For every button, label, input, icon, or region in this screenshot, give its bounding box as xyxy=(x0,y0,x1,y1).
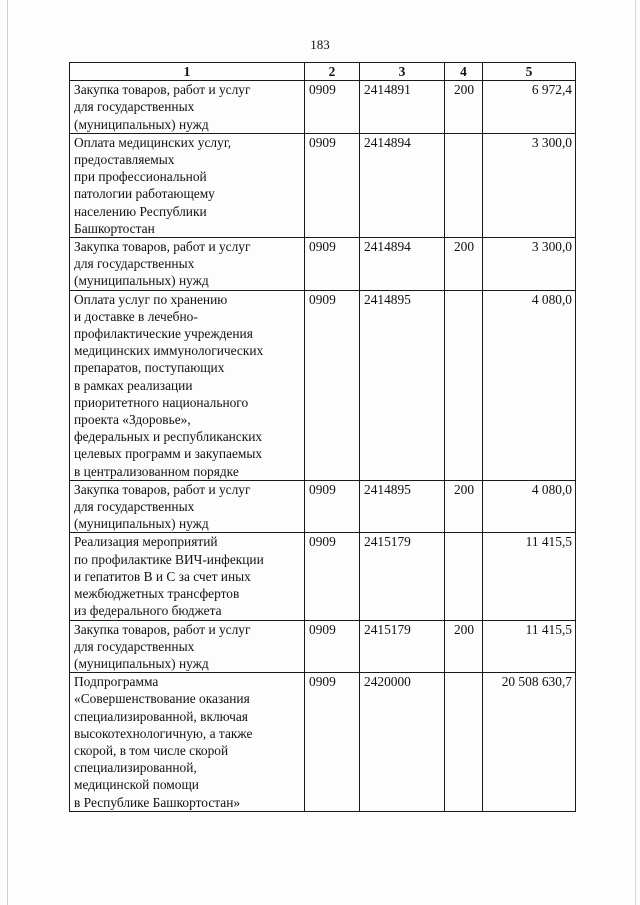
row-target-code: 2414891 xyxy=(360,81,445,134)
row-name: Оплата медицинских услуг, предоставляемых при профессиональной патологии работающему населению Республики Башкортостан xyxy=(70,133,305,237)
row-section-code: 0909 xyxy=(305,133,360,237)
row-expense-type: 200 xyxy=(445,238,483,291)
row-amount: 4 080,0 xyxy=(483,480,576,533)
row-name: Оплата услуг по хранению и доставке в лечебно- профилактические учреждения медицинских иммунологических препаратов, поступающих в рамках реализации приоритетного национального проекта «Здоровье», федеральных и республиканских целевых программ и закупаемых в централизованном порядке xyxy=(70,290,305,480)
row-target-code: 2414894 xyxy=(360,133,445,237)
row-target-code: 2420000 xyxy=(360,673,445,812)
row-section-code: 0909 xyxy=(305,673,360,812)
row-section-code: 0909 xyxy=(305,480,360,533)
row-expense-type: 200 xyxy=(445,620,483,673)
row-expense-type: 200 xyxy=(445,480,483,533)
table-row xyxy=(70,480,576,533)
row-section-code: 0909 xyxy=(305,533,360,620)
row-amount: 11 415,5 xyxy=(483,533,576,620)
row-section-code: 0909 xyxy=(305,81,360,134)
header-col-5: 5 xyxy=(483,63,576,81)
row-section-code: 0909 xyxy=(305,238,360,291)
table-row xyxy=(70,81,576,134)
table-row xyxy=(70,238,576,291)
row-expense-type xyxy=(445,673,483,812)
table-row xyxy=(70,133,576,237)
row-section-code: 0909 xyxy=(305,290,360,480)
row-amount: 20 508 630,7 xyxy=(483,673,576,812)
row-expense-type xyxy=(445,533,483,620)
table-row xyxy=(70,673,576,812)
table-row xyxy=(70,620,576,673)
row-name: Закупка товаров, работ и услуг для государственных (муниципальных) нужд xyxy=(70,81,305,134)
header-col-2: 2 xyxy=(305,63,360,81)
row-target-code: 2414895 xyxy=(360,480,445,533)
row-name: Реализация мероприятий по профилактике ВИЧ-инфекции и гепатитов В и С за счет иных межбюджетных трансфертов из федерального бюджета xyxy=(70,533,305,620)
row-expense-type: 200 xyxy=(445,81,483,134)
header-col-1: 1 xyxy=(70,63,305,81)
budget-table xyxy=(69,62,576,812)
page-number: 183 xyxy=(310,37,330,52)
row-target-code: 2414895 xyxy=(360,290,445,480)
row-amount: 3 300,0 xyxy=(483,238,576,291)
row-section-code: 0909 xyxy=(305,620,360,673)
table-row xyxy=(70,290,576,480)
header-col-3: 3 xyxy=(360,63,445,81)
table-row xyxy=(70,533,576,620)
page-edge-right xyxy=(635,0,636,905)
row-name: Закупка товаров, работ и услуг для государственных (муниципальных) нужд xyxy=(70,620,305,673)
row-expense-type xyxy=(445,133,483,237)
row-amount: 11 415,5 xyxy=(483,620,576,673)
page-edge-left xyxy=(7,0,8,905)
row-amount: 6 972,4 xyxy=(483,81,576,134)
row-name: Закупка товаров, работ и услуг для государственных (муниципальных) нужд xyxy=(70,238,305,291)
row-name: Подпрограмма «Совершенствование оказания специализированной, включая высокотехнологичную, а также скорой, в том числе скорой специализированной, медицинской помощи в Республике Башкортостан» xyxy=(70,673,305,812)
row-expense-type xyxy=(445,290,483,480)
header-col-4: 4 xyxy=(445,63,483,81)
row-amount: 4 080,0 xyxy=(483,290,576,480)
row-amount: 3 300,0 xyxy=(483,133,576,237)
row-target-code: 2414894 xyxy=(360,238,445,291)
row-target-code: 2415179 xyxy=(360,620,445,673)
row-name: Закупка товаров, работ и услуг для государственных (муниципальных) нужд xyxy=(70,480,305,533)
row-target-code: 2415179 xyxy=(360,533,445,620)
table-header-row xyxy=(70,63,576,81)
